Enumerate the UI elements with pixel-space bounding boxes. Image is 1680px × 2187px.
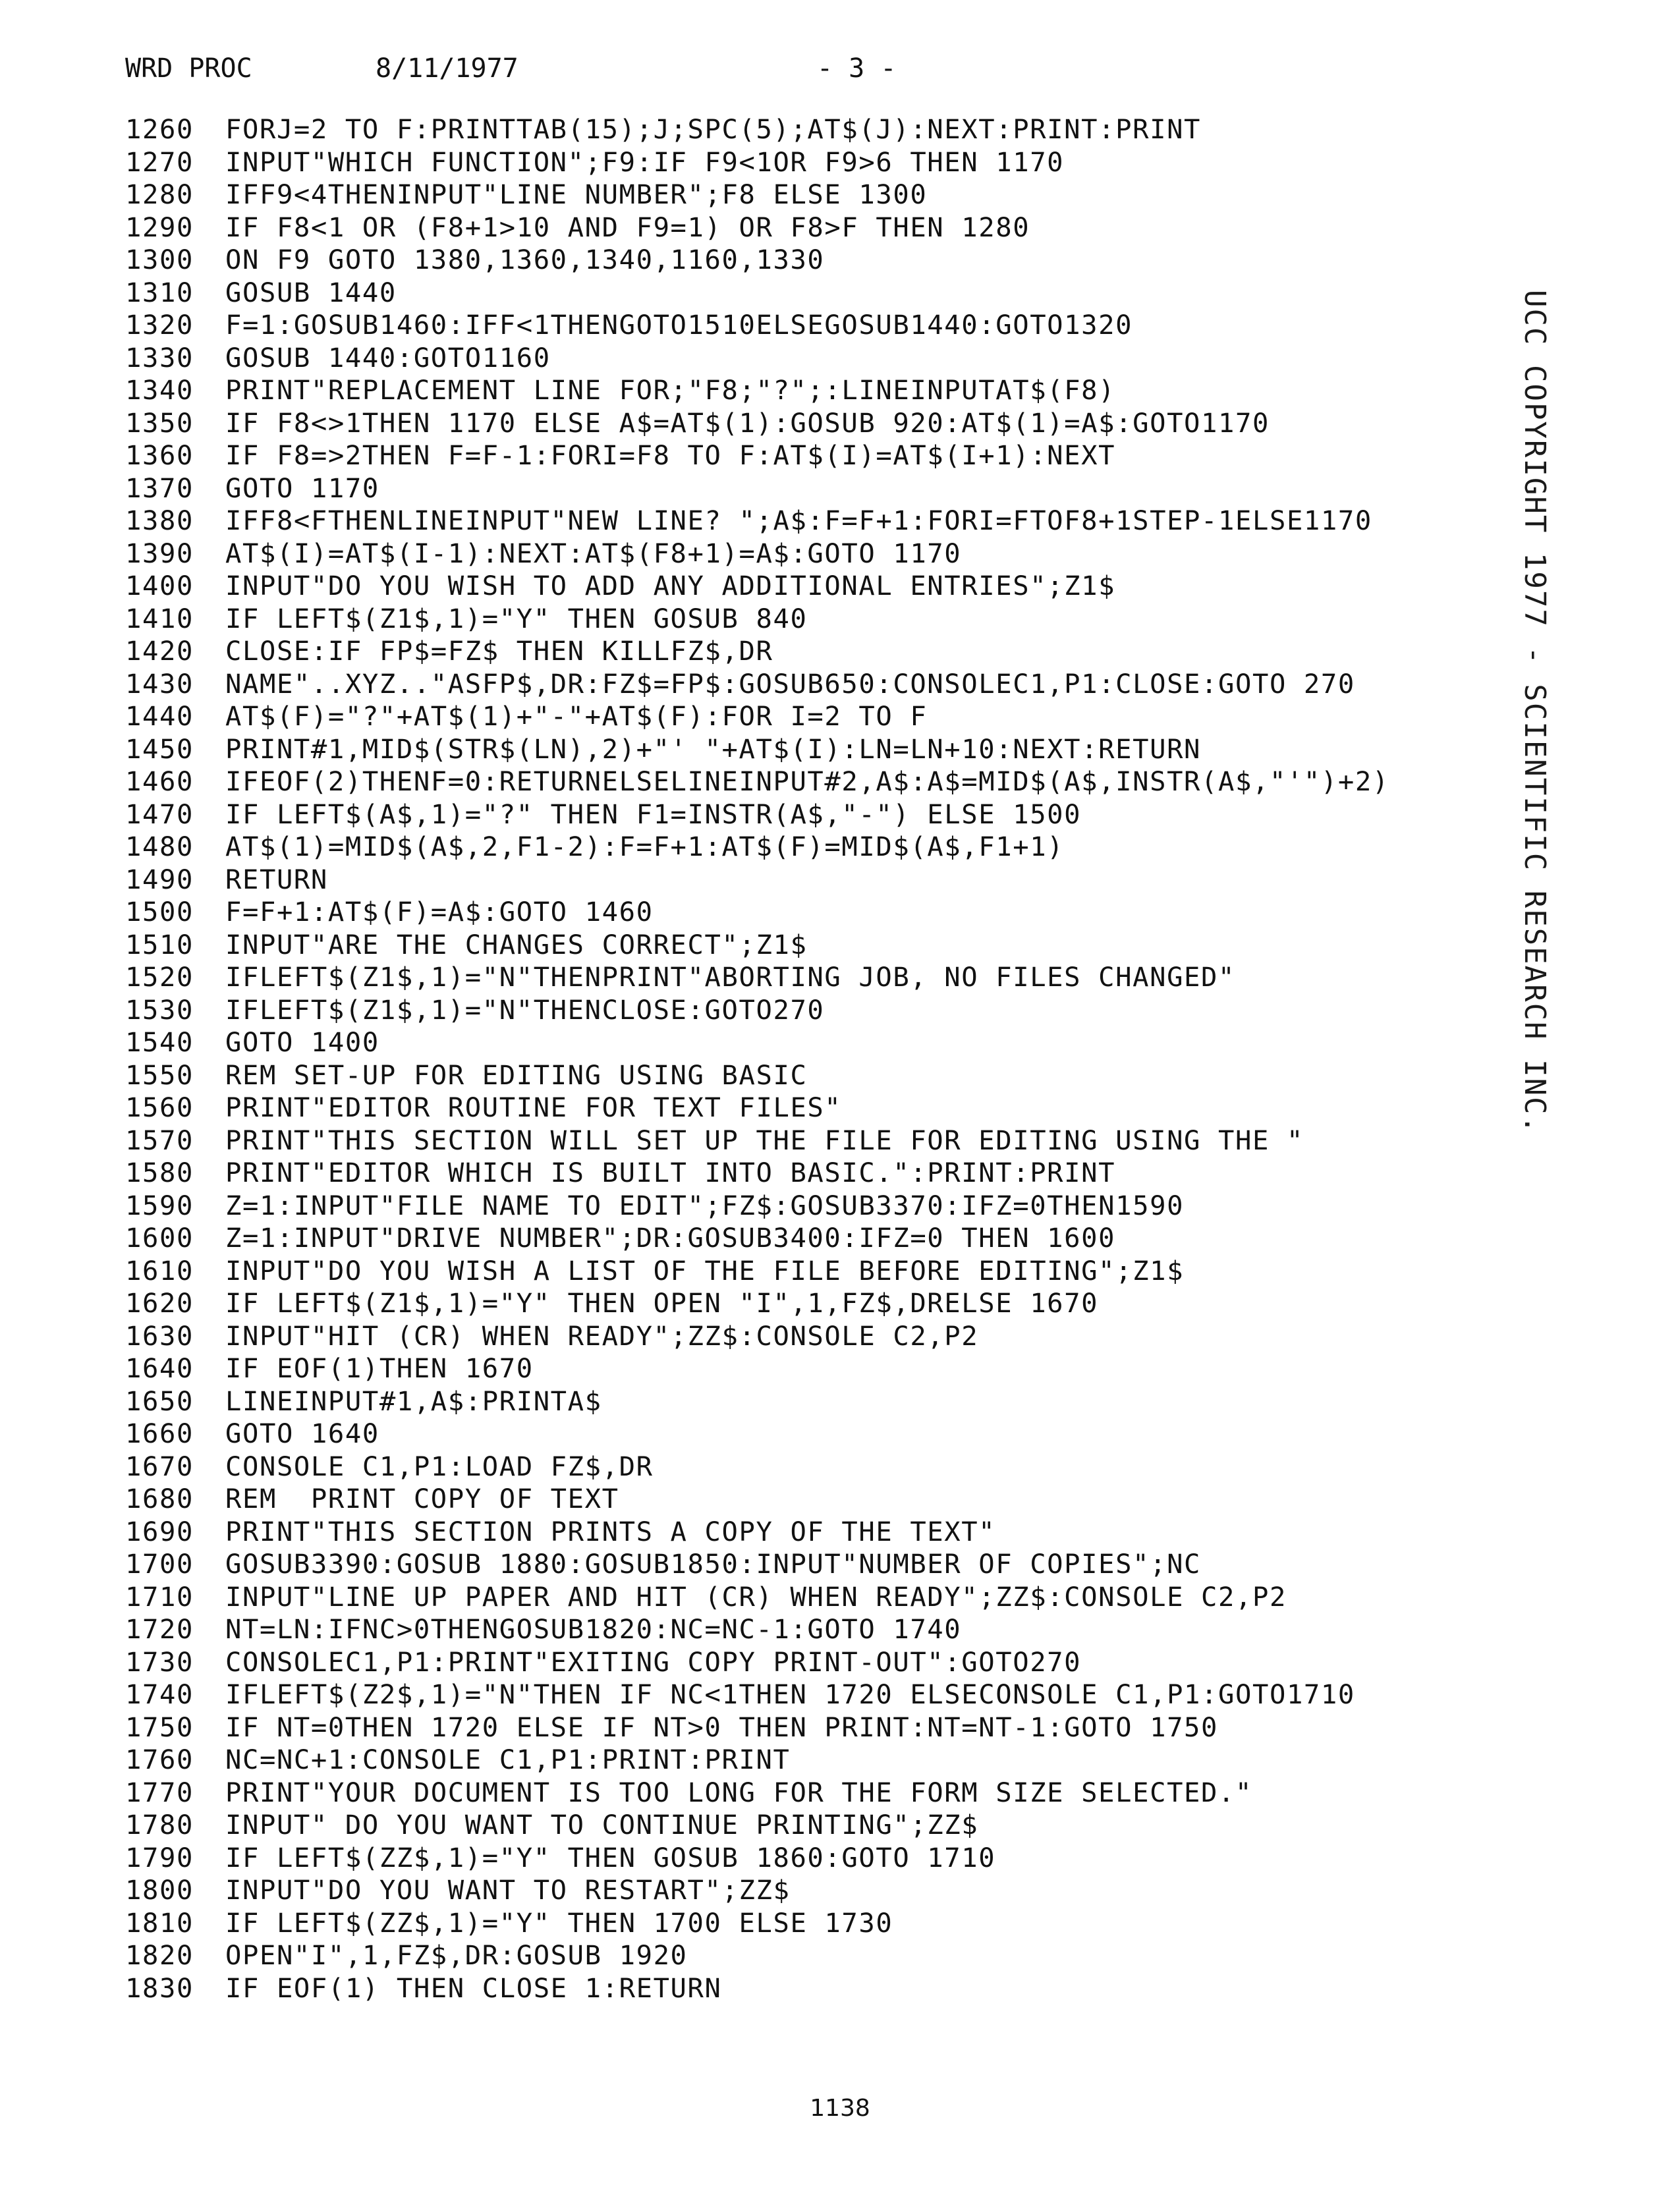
line-number: 1610 bbox=[125, 1254, 194, 1287]
line-number: 1560 bbox=[125, 1092, 194, 1123]
line-number: 1490 bbox=[125, 863, 194, 895]
page-header bbox=[125, 49, 982, 88]
line-number: 1280 bbox=[125, 179, 194, 210]
line-number: 1360 bbox=[125, 439, 194, 471]
line-number: 1260 bbox=[125, 113, 194, 145]
code-line bbox=[125, 798, 1522, 831]
line-number: 1730 bbox=[125, 1646, 194, 1678]
line-statement: IFF9<4THENINPUT"LINE NUMBER";F8 ELSE 1300 bbox=[225, 179, 928, 210]
code-line bbox=[125, 994, 1522, 1027]
code-line bbox=[125, 929, 1522, 962]
line-number: 1820 bbox=[125, 1939, 194, 1971]
code-line bbox=[125, 1842, 1522, 1875]
line-number: 1330 bbox=[125, 341, 194, 374]
code-line bbox=[125, 1907, 1522, 1940]
code-line bbox=[125, 342, 1522, 375]
code-line bbox=[125, 961, 1522, 994]
line-statement: INPUT"ARE THE CHANGES CORRECT";Z1$ bbox=[225, 928, 808, 960]
line-statement: RETURN bbox=[225, 863, 328, 895]
code-line bbox=[125, 1222, 1522, 1255]
line-number: 1390 bbox=[125, 537, 194, 569]
code-line bbox=[125, 1385, 1522, 1418]
line-number: 1700 bbox=[125, 1548, 194, 1580]
line-number: 1570 bbox=[125, 1124, 194, 1156]
line-statement: PRINT"YOUR DOCUMENT IS TOO LONG FOR THE FORM SIZE SELECTED." bbox=[225, 1776, 1252, 1808]
line-statement: IF F8=>2THEN F=F-1:FORI=F8 TO F:AT$(I)=AT$(I+1):NEXT bbox=[225, 439, 1116, 471]
line-number: 1420 bbox=[125, 635, 194, 667]
line-number: 1770 bbox=[125, 1776, 194, 1808]
side-copyright-notice: UCC COPYRIGHT 1977 - SCIENTIFIC RESEARCH INC. bbox=[1518, 290, 1552, 1135]
line-number: 1640 bbox=[125, 1352, 194, 1384]
line-statement: PRINT#1,MID$(STR$(LN),2)+"' "+AT$(I):LN=LN+10:NEXT:RETURN bbox=[225, 733, 1202, 765]
header-page-number: - 3 - bbox=[817, 53, 897, 84]
code-line bbox=[125, 896, 1522, 929]
line-number: 1600 bbox=[125, 1222, 194, 1254]
line-number: 1780 bbox=[125, 1809, 194, 1841]
line-statement: REM PRINT COPY OF TEXT bbox=[225, 1483, 619, 1514]
line-statement: GOTO 1170 bbox=[225, 472, 379, 504]
line-statement: IF F8<1 OR (F8+1>10 AND F9=1) OR F8>F THEN 1280 bbox=[225, 211, 1030, 243]
line-statement: IF LEFT$(ZZ$,1)="Y" THEN 1700 ELSE 1730 bbox=[225, 1906, 893, 1939]
line-statement: IF LEFT$(A$,1)="?" THEN F1=INSTR(A$,"-") ELSE 1500 bbox=[225, 798, 1082, 830]
line-statement: GOSUB3390:GOSUB 1880:GOSUB1850:INPUT"NUMBER OF COPIES";NC bbox=[225, 1548, 1202, 1580]
line-statement: PRINT"REPLACEMENT LINE FOR;"F8;"?";:LINEINPUTAT$(F8) bbox=[225, 374, 1116, 406]
code-line bbox=[125, 1190, 1522, 1223]
code-line bbox=[125, 538, 1522, 570]
line-number: 1470 bbox=[125, 798, 194, 830]
code-line bbox=[125, 1678, 1522, 1711]
code-line bbox=[125, 211, 1522, 244]
line-statement: NT=LN:IFNC>0THENGOSUB1820:NC=NC-1:GOTO 1740 bbox=[225, 1613, 962, 1645]
code-line bbox=[125, 603, 1522, 636]
line-statement: GOTO 1640 bbox=[225, 1418, 379, 1449]
code-line bbox=[125, 113, 1522, 146]
line-statement: IFEOF(2)THENF=0:RETURNELSELINEINPUT#2,A$:A$=MID$(A$,INSTR(A$,"'")+2) bbox=[225, 765, 1389, 797]
line-number: 1510 bbox=[125, 928, 194, 960]
line-statement: OPEN"I",1,FZ$,DR:GOSUB 1920 bbox=[225, 1939, 688, 1971]
line-number: 1540 bbox=[125, 1026, 194, 1058]
code-line bbox=[125, 439, 1522, 472]
line-number: 1830 bbox=[125, 1972, 194, 2004]
line-statement: LINEINPUT#1,A$:PRINTA$ bbox=[225, 1385, 602, 1417]
line-number: 1320 bbox=[125, 309, 194, 341]
line-number: 1400 bbox=[125, 570, 194, 601]
code-line bbox=[125, 1809, 1522, 1842]
line-statement: Z=1:INPUT"DRIVE NUMBER";DR:GOSUB3400:IFZ=0 THEN 1600 bbox=[225, 1222, 1116, 1254]
line-statement: IF LEFT$(Z1$,1)="Y" THEN GOSUB 840 bbox=[225, 602, 808, 634]
line-number: 1380 bbox=[125, 505, 194, 536]
line-statement: CONSOLEC1,P1:PRINT"EXITING COPY PRINT-OUT":GOTO270 bbox=[225, 1646, 1082, 1678]
line-number: 1550 bbox=[125, 1059, 194, 1091]
line-number: 1800 bbox=[125, 1874, 194, 1906]
code-line bbox=[125, 1483, 1522, 1516]
line-statement: INPUT"WHICH FUNCTION";F9:IF F9<1OR F9>6 THEN 1170 bbox=[225, 146, 1065, 178]
code-line bbox=[125, 1581, 1522, 1614]
line-number: 1760 bbox=[125, 1744, 194, 1775]
code-line bbox=[125, 700, 1522, 733]
code-line bbox=[125, 1124, 1522, 1157]
line-number: 1810 bbox=[125, 1906, 194, 1939]
code-line bbox=[125, 1287, 1522, 1320]
line-number: 1500 bbox=[125, 896, 194, 927]
line-number: 1630 bbox=[125, 1319, 194, 1352]
code-line bbox=[125, 244, 1522, 277]
line-statement: IF F8<>1THEN 1170 ELSE A$=AT$(1):GOSUB 920:AT$(1)=A$:GOTO1170 bbox=[225, 406, 1270, 439]
code-line bbox=[125, 570, 1522, 603]
line-statement: IFLEFT$(Z1$,1)="N"THENCLOSE:GOTO270 bbox=[225, 993, 825, 1026]
line-number: 1530 bbox=[125, 993, 194, 1026]
code-line bbox=[125, 374, 1522, 407]
code-line bbox=[125, 1939, 1522, 1972]
code-line bbox=[125, 505, 1522, 538]
code-line bbox=[125, 733, 1522, 766]
line-number: 1650 bbox=[125, 1385, 194, 1417]
line-number: 1460 bbox=[125, 765, 194, 797]
code-line bbox=[125, 1157, 1522, 1190]
code-line bbox=[125, 1548, 1522, 1581]
code-line bbox=[125, 1646, 1522, 1679]
line-statement: PRINT"THIS SECTION PRINTS A COPY OF THE TEXT" bbox=[225, 1515, 996, 1547]
line-number: 1430 bbox=[125, 667, 194, 700]
line-number: 1450 bbox=[125, 733, 194, 765]
code-line bbox=[125, 407, 1522, 440]
line-number: 1310 bbox=[125, 276, 194, 308]
line-number: 1720 bbox=[125, 1613, 194, 1645]
line-statement: INPUT"LINE UP PAPER AND HIT (CR) WHEN READY";ZZ$:CONSOLE C2,P2 bbox=[225, 1580, 1287, 1613]
code-line bbox=[125, 668, 1522, 701]
line-number: 1620 bbox=[125, 1287, 194, 1319]
line-number: 1790 bbox=[125, 1841, 194, 1873]
code-line bbox=[125, 1059, 1522, 1092]
line-statement: ON F9 GOTO 1380,1360,1340,1160,1330 bbox=[225, 244, 825, 275]
code-line bbox=[125, 472, 1522, 505]
line-number: 1410 bbox=[125, 602, 194, 634]
code-line bbox=[125, 1711, 1522, 1744]
code-line bbox=[125, 635, 1522, 668]
line-number: 1440 bbox=[125, 700, 194, 732]
code-line bbox=[125, 1255, 1522, 1288]
line-statement: IF LEFT$(ZZ$,1)="Y" THEN GOSUB 1860:GOTO 1710 bbox=[225, 1841, 996, 1873]
line-statement: PRINT"EDITOR WHICH IS BUILT INTO BASIC.":PRINT:PRINT bbox=[225, 1157, 1116, 1188]
line-number: 1290 bbox=[125, 211, 194, 243]
line-statement: IF EOF(1)THEN 1670 bbox=[225, 1352, 534, 1384]
basic-program-listing bbox=[125, 113, 1522, 2005]
code-line bbox=[125, 1026, 1522, 1059]
line-statement: AT$(I)=AT$(I-1):NEXT:AT$(F8+1)=A$:GOTO 1170 bbox=[225, 537, 962, 569]
code-line bbox=[125, 1744, 1522, 1777]
code-line bbox=[125, 765, 1522, 798]
line-number: 1660 bbox=[125, 1418, 194, 1449]
code-line bbox=[125, 831, 1522, 864]
code-line bbox=[125, 146, 1522, 179]
line-number: 1350 bbox=[125, 406, 194, 439]
line-number: 1690 bbox=[125, 1515, 194, 1547]
line-statement: NAME"..XYZ.."ASFP$,DR:FZ$=FP$:GOSUB650:CONSOLEC1,P1:CLOSE:GOTO 270 bbox=[225, 667, 1355, 700]
line-statement: PRINT"EDITOR ROUTINE FOR TEXT FILES" bbox=[225, 1092, 842, 1123]
line-number: 1590 bbox=[125, 1189, 194, 1221]
header-date: 8/11/1977 bbox=[376, 53, 518, 84]
line-statement: Z=1:INPUT"FILE NAME TO EDIT";FZ$:GOSUB3370:IFZ=0THEN1590 bbox=[225, 1189, 1185, 1221]
code-line bbox=[125, 179, 1522, 211]
line-number: 1740 bbox=[125, 1678, 194, 1710]
line-statement: FORJ=2 TO F:PRINTTAB(15);J;SPC(5);AT$(J):NEXT:PRINT:PRINT bbox=[225, 113, 1202, 145]
line-number: 1680 bbox=[125, 1483, 194, 1514]
line-statement: AT$(F)="?"+AT$(1)+"-"+AT$(F):FOR I=2 TO F bbox=[225, 700, 928, 732]
code-line bbox=[125, 1516, 1522, 1549]
line-statement: PRINT"THIS SECTION WILL SET UP THE FILE FOR EDITING USING THE " bbox=[225, 1124, 1304, 1156]
code-line bbox=[125, 1972, 1522, 2005]
line-statement: NC=NC+1:CONSOLE C1,P1:PRINT:PRINT bbox=[225, 1744, 791, 1775]
line-statement: IF LEFT$(Z1$,1)="Y" THEN OPEN "I",1,FZ$,DRELSE 1670 bbox=[225, 1287, 1099, 1319]
line-number: 1670 bbox=[125, 1450, 194, 1482]
line-statement: GOSUB 1440:GOTO1160 bbox=[225, 341, 551, 374]
line-number: 1480 bbox=[125, 831, 194, 862]
line-statement: GOTO 1400 bbox=[225, 1026, 379, 1058]
line-number: 1370 bbox=[125, 472, 194, 504]
line-number: 1340 bbox=[125, 374, 194, 406]
code-line bbox=[125, 1451, 1522, 1483]
line-statement: GOSUB 1440 bbox=[225, 276, 397, 308]
line-number: 1750 bbox=[125, 1711, 194, 1743]
line-statement: IFLEFT$(Z2$,1)="N"THEN IF NC<1THEN 1720 ELSECONSOLE C1,P1:GOTO1710 bbox=[225, 1678, 1355, 1710]
line-statement: AT$(1)=MID$(A$,2,F1-2):F=F+1:AT$(F)=MID$(A$,F1+1) bbox=[225, 831, 1065, 862]
line-statement: INPUT"HIT (CR) WHEN READY";ZZ$:CONSOLE C2,P2 bbox=[225, 1319, 979, 1352]
code-line bbox=[125, 864, 1522, 897]
line-statement: INPUT" DO YOU WANT TO CONTINUE PRINTING";ZZ$ bbox=[225, 1809, 979, 1841]
line-statement: IF EOF(1) THEN CLOSE 1:RETURN bbox=[225, 1972, 722, 2004]
footer-page-number: 1138 bbox=[810, 2095, 870, 2122]
line-statement: IFF8<FTHENLINEINPUT"NEW LINE? ";A$:F=F+1:FORI=FTOF8+1STEP-1ELSE1170 bbox=[225, 505, 1372, 536]
line-number: 1270 bbox=[125, 146, 194, 178]
code-line bbox=[125, 1320, 1522, 1353]
header-title: WRD PROC bbox=[125, 53, 252, 84]
line-statement: REM SET-UP FOR EDITING USING BASIC bbox=[225, 1059, 808, 1091]
code-line bbox=[125, 1418, 1522, 1451]
line-number: 1580 bbox=[125, 1157, 194, 1188]
line-statement: F=F+1:AT$(F)=A$:GOTO 1460 bbox=[225, 896, 654, 927]
line-statement: CLOSE:IF FP$=FZ$ THEN KILLFZ$,DR bbox=[225, 635, 773, 667]
line-number: 1710 bbox=[125, 1580, 194, 1613]
line-statement: IFLEFT$(Z1$,1)="N"THENPRINT"ABORTING JOB, NO FILES CHANGED" bbox=[225, 961, 1235, 993]
code-line bbox=[125, 1777, 1522, 1810]
line-number: 1300 bbox=[125, 244, 194, 275]
line-statement: INPUT"DO YOU WISH A LIST OF THE FILE BEFORE EDITING";Z1$ bbox=[225, 1254, 1185, 1287]
line-statement: IF NT=0THEN 1720 ELSE IF NT>0 THEN PRINT:NT=NT-1:GOTO 1750 bbox=[225, 1711, 1219, 1743]
code-line bbox=[125, 1874, 1522, 1907]
line-statement: INPUT"DO YOU WANT TO RESTART";ZZ$ bbox=[225, 1874, 791, 1906]
code-line bbox=[125, 1352, 1522, 1385]
code-line bbox=[125, 277, 1522, 310]
line-number: 1520 bbox=[125, 961, 194, 993]
code-line bbox=[125, 1613, 1522, 1646]
line-statement: CONSOLE C1,P1:LOAD FZ$,DR bbox=[225, 1450, 654, 1482]
line-statement: F=1:GOSUB1460:IFF<1THENGOTO1510ELSEGOSUB1440:GOTO1320 bbox=[225, 309, 1133, 341]
line-statement: INPUT"DO YOU WISH TO ADD ANY ADDITIONAL ENTRIES";Z1$ bbox=[225, 570, 1116, 601]
code-line bbox=[125, 1092, 1522, 1124]
code-line bbox=[125, 309, 1522, 342]
